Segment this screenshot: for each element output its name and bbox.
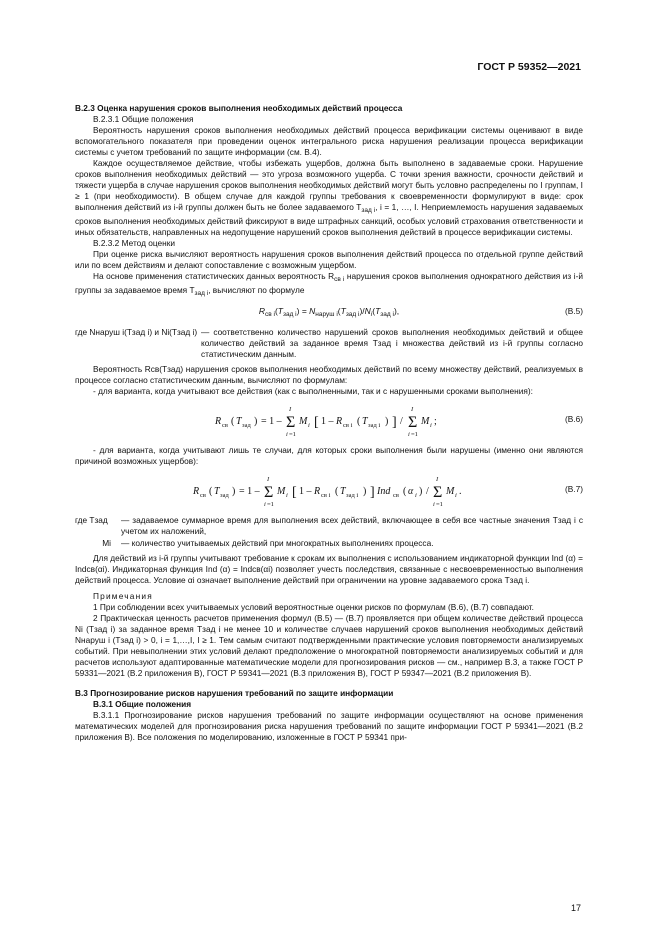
svg-text:=1: =1 [436,501,443,508]
section-title-b3: В.3 Прогнозирование рисков нарушения требований по защите информации [75,688,394,698]
page-number: 17 [570,903,581,913]
formula-b7-number: (В.7) [565,484,583,494]
svg-text:i: i [408,431,410,438]
svg-text:св: св [222,422,228,429]
svg-text:Σ: Σ [264,484,274,501]
svg-text:зад i: зад i [346,492,359,499]
svg-text:/: / [400,416,403,427]
paragraph-1: Вероятность нарушения сроков выполнения необходимых действий процесса верификации системы оценивают в виде вспомогательного показателя при проведении оценок интегрального риска нарушения реализации процесса верификации системы с учетом требований по защите информации (см. В.4). [75,125,583,157]
svg-text:T: T [214,486,220,497]
formula-b6-number: (В.6) [565,414,583,424]
svg-text:M: M [277,486,286,497]
formula-b7-graphic [75,470,583,512]
svg-text:): ) [232,486,236,497]
svg-text:i: i [433,501,435,508]
svg-text:I: I [289,406,292,413]
svg-text:R: R [193,486,200,497]
where-b7-a-text: — задаваемое суммарное время для выполнения всех действий, включающее в себя все частные значения Tзад i с учетом их наложений, [121,515,583,536]
formula-b6-graphic [75,400,583,442]
svg-text:Σ: Σ [433,484,443,501]
svg-text:(: ( [209,486,213,497]
svg-text:Σ: Σ [286,414,296,431]
where-b5-text: — соответственно количество нарушений сроков выполнения необходимых действий и общее количество действий за заданное время Tзад i множества действий из i-й группы согласно статистическим данным. [201,327,583,359]
svg-text:R: R [314,486,321,497]
svg-text:T: T [340,486,346,497]
svg-text:зад: зад [220,492,229,499]
note-2: 2 Практическая ценность расчетов применения формул (В.5) — (В.7) проявляется при общем количестве действий процесса Ni (Tзад i) за заданное время Tзад i не менее 10 и количестве случаев нарушений сроков выполнения необходимых действий Nнаруш i (Tзад i) > 0, i = 1,…,I, I ≥ 1. Тем самым считают подтвержденными практические условия повторяемости анализируемых событий. При невыполнении этих условий делают предположение о многократной повторяемости анализируемых событий и для расчетов используют адаптированные математические модели для прогнозирования рисков — см., например В.3, а также ГОСТ Р 59331—2021 (В.2 приложения В), ГОСТ Р 59341—2021 (В.3 приложения В), ГОСТ Р 59347—2021 (В.2 приложения В). [75,613,583,678]
svg-text:): ) [363,486,367,497]
where-b7-a-label: где Tзад [75,515,108,525]
svg-text:[: [ [292,485,297,500]
formula-b5: $R_{св i}(T_{зад i}) = N_{наруш i}(T_{зад i})/N_i(T_{зад i})$, (В.5) [258,306,583,318]
formula-b6 [75,400,583,442]
section-title-b23: В.2.3 Оценка нарушения сроков выполнения необходимых действий процесса [75,103,403,113]
svg-text:св: св [200,492,206,499]
subsection-title-b231: В.2.3.1 Общие положения [93,114,194,124]
formula-b5-number: (В.5) [565,306,583,316]
svg-text:=1: =1 [267,501,274,508]
svg-text:св: св [393,492,399,499]
svg-text:зад: зад [242,422,251,429]
svg-text:i: i [286,431,288,438]
svg-text:M: M [446,486,455,497]
svg-text:(: ( [335,486,339,497]
paragraph-7: - для варианта, когда учитывают лишь те случаи, для которых сроки выполнения были нарушены (именно они являются причиной возможных ущербов): [75,445,583,466]
notes-title: Примечания [93,591,153,601]
svg-text:I: I [411,406,414,413]
svg-text:зад i: зад i [368,422,381,429]
svg-text:;: ; [434,416,437,427]
paragraph-4: На основе применения статистических данных вероятность $R_{св i}$ нарушения сроков выполнения однократного действия из i-й группы за задаваемое время $T_{зад i}$, вычисляют по формуле [75,271,584,297]
svg-text:): ) [419,486,423,497]
paragraph-3: При оценке риска вычисляют вероятность нарушения сроков выполнения действий процесса по отдельной группе действий или по всем действиям и делают сопоставление с возможным ущербом. [75,249,583,270]
paragraph-8: Для действий из i-й группы учитывают требование к срокам их выполнения с использованием индикаторной функции Ind (α) = Indсв(αi). Индикаторная функция Ind (α) = Indсв(αi) позволяет учесть последствия, связанные с несвоевременностью выполнения действий процесса. Условие αi означает выполнение действий при ограничении на уровне задаваемого срока Tзад i. [75,553,583,585]
svg-text:= 1 –: = 1 – [239,486,260,497]
formula-b7 [75,470,583,512]
svg-text:): ) [385,416,389,427]
where-b7-b-label: Mi [102,538,111,548]
svg-text:α: α [408,486,414,497]
note-1: 1 При соблюдении всех учитываемых условий вероятностные оценки рисков по формулам (В.6), (В.7) совпадают. [93,602,534,612]
svg-text:): ) [254,416,258,427]
svg-text:i: i [415,492,417,499]
where-b7-b-text: — количество учитываемых действий при многократных выполнениях процесса. [121,538,434,548]
svg-text:i: i [264,501,266,508]
svg-text:[: [ [314,415,319,430]
svg-text:i: i [430,422,432,429]
svg-text:=1: =1 [411,431,418,438]
svg-text:св i: св i [343,422,353,429]
svg-text:1 –: 1 – [321,416,334,427]
svg-text:R: R [215,416,222,427]
svg-text:i: i [455,492,457,499]
svg-text:M: M [421,416,430,427]
svg-text:I: I [267,476,270,483]
svg-text:= 1 –: = 1 – [261,416,282,427]
svg-text:1 –: 1 – [299,486,312,497]
paragraph-6: - для варианта, когда учитывают все действия (как с выполненными, так и с нарушенными сроками выполнения): [93,386,533,396]
where-b7-b [75,538,583,549]
svg-text:.: . [459,486,462,497]
svg-text:Ind: Ind [377,486,391,497]
svg-text:/: / [426,486,429,497]
svg-text:(: ( [231,416,235,427]
svg-text:i: i [286,492,288,499]
svg-text:]: ] [392,415,397,430]
svg-text:R: R [336,416,343,427]
svg-text:T: T [236,416,242,427]
svg-text:св i: св i [321,492,331,499]
svg-text:i: i [308,422,310,429]
svg-text:Σ: Σ [408,414,418,431]
where-b5 [75,327,583,360]
svg-text:(: ( [403,486,407,497]
where-b7-a [75,515,583,537]
svg-text:]: ] [370,485,375,500]
svg-text:=1: =1 [289,431,296,438]
subsection-title-b31: В.3.1 Общие положения [93,699,192,709]
svg-text:T: T [362,416,368,427]
svg-text:(: ( [357,416,361,427]
where-b5-label: где Nнаруш i(Tзад i) и Ni(Tзад i) [75,327,198,337]
page-body [75,97,583,743]
paragraph-b311: В.3.1.1 Прогнозирование рисков нарушения требований по защите информации осуществляют на основе применения математических моделей для прогнозирования риска нарушения требований по защите информации ГОСТ Р 59341—2021 (В.2 приложения В). Все положения по моделированию, изложенные в ГОСТ Р 59341 при- [75,710,583,742]
document-header: ГОСТ Р 59352—2021 [477,61,581,73]
subsection-title-b232: В.2.3.2 Метод оценки [93,238,175,248]
paragraph-2: Каждое осуществляемое действие, чтобы избежать ущербов, должна быть выполнено в задаваемые сроки. Нарушение сроков выполнения необходимых действий — это угроза возможного ущерба. С точки зрения важности, срочности действий и тяжести ущерба в случае нарушения сроков выполнения необходимых действий могут быть условно распределены по I группам, I ≥ 1 (при необходимости). В общем случае для каждой группы требования к своевременности формулируют в виде: срок выполнения действий из i-й группы должен быть не более задаваемого $T_{зад i}$, i = 1, …, I. Неприемлемость нарушения задаваемых сроков выполнения необходимых действий фиксируют в виде штрафных санкций, особых условий страхования ответственности и иных обязательств, направленных на недопущение нарушений сроков выполнения действий в процессе верификации системы. [75,158,584,237]
paragraph-5: Вероятность Rсв(Tзад) нарушения сроков выполнения необходимых действий по всему множеству действий, реализуемых в процессе согласно статистическим данным, вычисляют по формулам: [75,364,583,385]
svg-text:I: I [436,476,439,483]
svg-text:M: M [299,416,308,427]
